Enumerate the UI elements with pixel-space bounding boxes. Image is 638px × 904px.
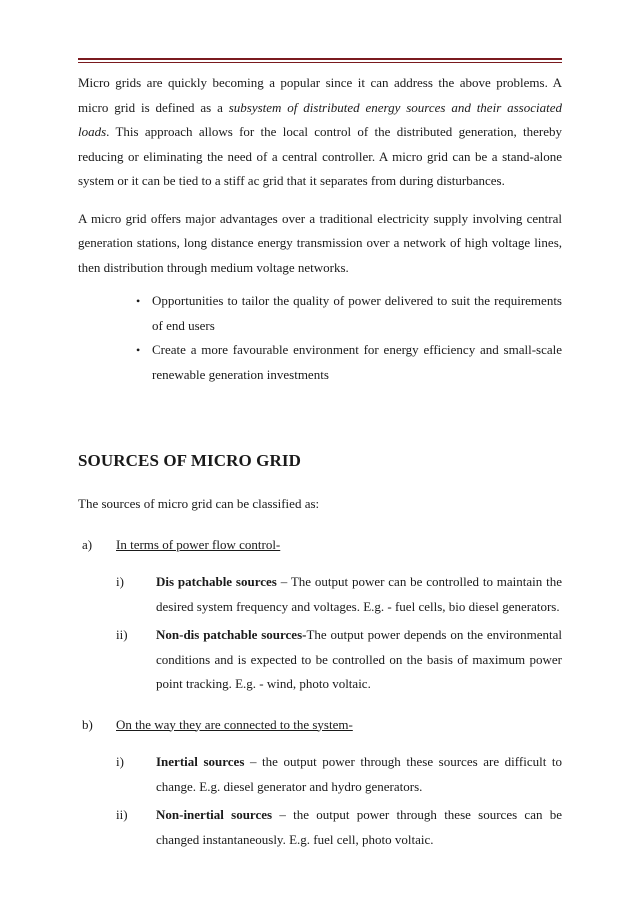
item-term: Non-dis patchable sources- [156,627,307,642]
classification-section-a [78,533,562,697]
list-item [82,623,562,697]
paragraph-intro-text-1: Micro grids are quickly becoming a popular since it can address the above problems. A micro grid is defined as a [78,75,562,115]
section-title: In terms of power flow control- [116,536,281,552]
advantages-list [78,289,562,387]
bullet-icon: • [136,294,141,308]
paragraph-intro-text-2: . This approach allows for the local control of the distributed generation, thereby reducing or eliminating the need of a central controller. A micro grid can be a stand-alone system or it can be tied to a stiff ac grid that it separates from during disturbances. [78,124,562,188]
item-text [156,750,562,799]
item-term: Non-inertial sources [156,807,273,822]
list-item-text: Create a more favourable environment for energy efficiency and small-scale renewable generation investments [152,342,562,382]
item-text [156,570,562,619]
bullet-icon: • [136,343,141,357]
list-item [78,338,562,387]
list-item [78,289,562,338]
classification-section-b [78,713,562,853]
section-header [82,713,562,738]
list-item-text: Opportunities to tailor the quality of power delivered to suit the requirements of end users [152,293,562,333]
paragraph-advantages: A micro grid offers major advantages over a traditional electricity supply involving central generation stations, long distance energy transmission over a network of high voltage lines, then distribution through medium voltage networks. [78,210,562,275]
item-text [156,623,562,697]
item-number: i) [116,574,124,589]
section-header [82,533,562,558]
list-item [82,570,562,619]
header-rule-thin [78,62,562,63]
list-item [82,803,562,852]
item-description: The output power depends on the environmental conditions and is expected to be controlled on the basis of maximum power point tracking. E.g. - wind, photo voltaic. [156,627,562,691]
item-number: ii) [116,627,128,642]
section-items [82,570,562,697]
header-rule-thick [78,58,562,60]
section-label: a) [82,536,93,552]
item-description: – the output power through these sources are difficult to change. E.g. diesel generator and hydro generators. [156,754,562,794]
section-heading: SOURCES OF MICRO GRID [78,451,301,470]
classification-intro: The sources of micro grid can be classified as: [78,496,320,511]
item-description: – the output power through these sources can be changed instantaneously. E.g. fuel cell, photo voltaic. [156,807,562,847]
paragraph-intro [78,71,562,194]
item-term: Dis patchable sources [156,574,277,589]
item-term: Inertial sources [156,754,245,769]
item-number: ii) [116,807,128,822]
page-body [78,66,562,852]
section-label: b) [82,716,93,732]
list-item [82,750,562,799]
item-description: – The output power can be controlled to maintain the desired system frequency and voltages. E.g. - fuel cells, bio diesel generators. [156,574,563,614]
section-title: On the way they are connected to the system- [116,716,353,732]
section-items [82,750,562,852]
item-text [156,803,562,852]
definition-emphasis: subsystem of distributed energy sources and their associated loads [78,99,562,139]
item-number: i) [116,754,124,769]
